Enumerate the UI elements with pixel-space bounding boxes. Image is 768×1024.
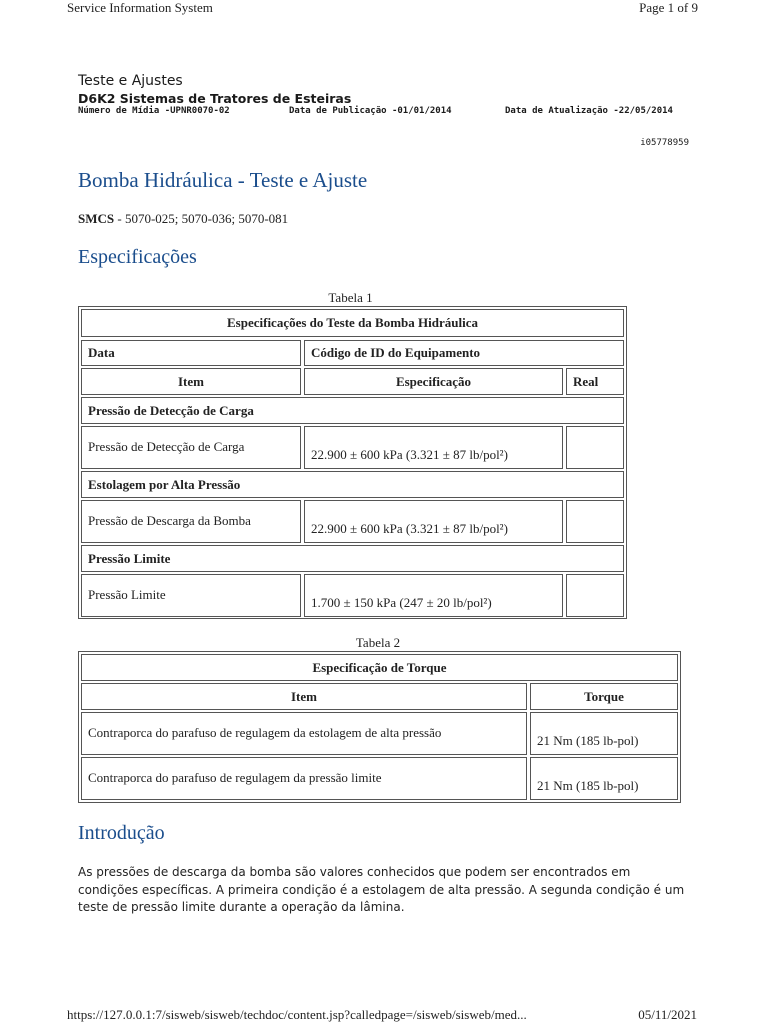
column-header-item: Item <box>81 368 301 395</box>
column-header-torque: Torque <box>530 683 678 710</box>
page-number: Page 1 of 9 <box>639 0 698 15</box>
group-heading: Pressão de Detecção de Carga <box>81 397 624 424</box>
intro-paragraph: As pressões de descarga da bomba são valores conhecidos que podem ser encontrados em condições específicas. A primeira condição é a estolagem de alta pressão. A segunda condição é um teste de pressão limite durante a operação da lâmina. <box>78 865 685 914</box>
spec-real-entry <box>566 574 624 617</box>
smcs-label: SMCS <box>78 211 115 226</box>
footer-url: https://127.0.0.1:7/sisweb/sisweb/techdoc/content.jsp?calledpage=/sisweb/sisweb/med... <box>67 1007 527 1022</box>
spec-value: 22.900 ± 600 kPa (3.321 ± 87 lb/pol²) <box>304 500 563 543</box>
table1-caption: Tabela 1 <box>328 290 373 305</box>
spec-item: Pressão Limite <box>81 574 301 617</box>
publication-date: Data de Publicação -01/01/2014 <box>289 106 452 116</box>
column-header-item: Item <box>81 683 527 710</box>
data-label: Data <box>81 340 301 366</box>
spec-value: 22.900 ± 600 kPa (3.321 ± 87 lb/pol²) <box>304 426 563 469</box>
torque-value: 21 Nm (185 lb-pol) <box>530 712 678 755</box>
spec-item: Pressão de Detecção de Carga <box>81 426 301 469</box>
doc-subtitle: D6K2 Sistemas de Tratores de Esteiras <box>78 91 352 106</box>
update-date: Data de Atualização -22/05/2014 <box>505 106 673 116</box>
column-header-real: Real <box>566 368 624 395</box>
spec-table-title: Especificações do Teste da Bomba Hidráulica <box>81 309 624 337</box>
spec-real-entry <box>566 500 624 543</box>
torque-value: 21 Nm (185 lb-pol) <box>530 757 678 800</box>
media-number: Número de Mídia -UPNR0070-02 <box>78 106 230 116</box>
table2-caption: Tabela 2 <box>355 635 401 650</box>
torque-table <box>78 651 681 803</box>
torque-table-title: Especificação de Torque <box>81 654 678 681</box>
system-name: Service Information System <box>67 0 213 15</box>
doc-title: Teste e Ajustes <box>78 73 183 89</box>
spec-value: 1.700 ± 150 kPa (247 ± 20 lb/pol²) <box>304 574 563 617</box>
column-header-specification: Especificação <box>304 368 563 395</box>
smcs-line <box>78 211 288 227</box>
spec-real-entry <box>566 426 624 469</box>
smcs-codes: - 5070-025; 5070-036; 5070-081 <box>114 211 289 226</box>
equipment-id-label: Código de ID do Equipamento <box>304 340 624 366</box>
group-heading: Pressão Limite <box>81 545 624 572</box>
torque-item: Contraporca do parafuso de regulagem da estolagem de alta pressão <box>81 712 527 755</box>
footer-date: 05/11/2021 <box>638 1007 697 1022</box>
section-specifications: Especificações <box>78 246 197 268</box>
page-title: Bomba Hidráulica - Teste e Ajuste <box>78 168 368 192</box>
torque-item: Contraporca do parafuso de regulagem da pressão limite <box>81 757 527 800</box>
group-heading: Estolagem por Alta Pressão <box>81 471 624 498</box>
spec-table <box>78 306 627 619</box>
document-id: i05778959 <box>640 138 689 148</box>
spec-item: Pressão de Descarga da Bomba <box>81 500 301 543</box>
section-introduction: Introdução <box>78 822 165 844</box>
